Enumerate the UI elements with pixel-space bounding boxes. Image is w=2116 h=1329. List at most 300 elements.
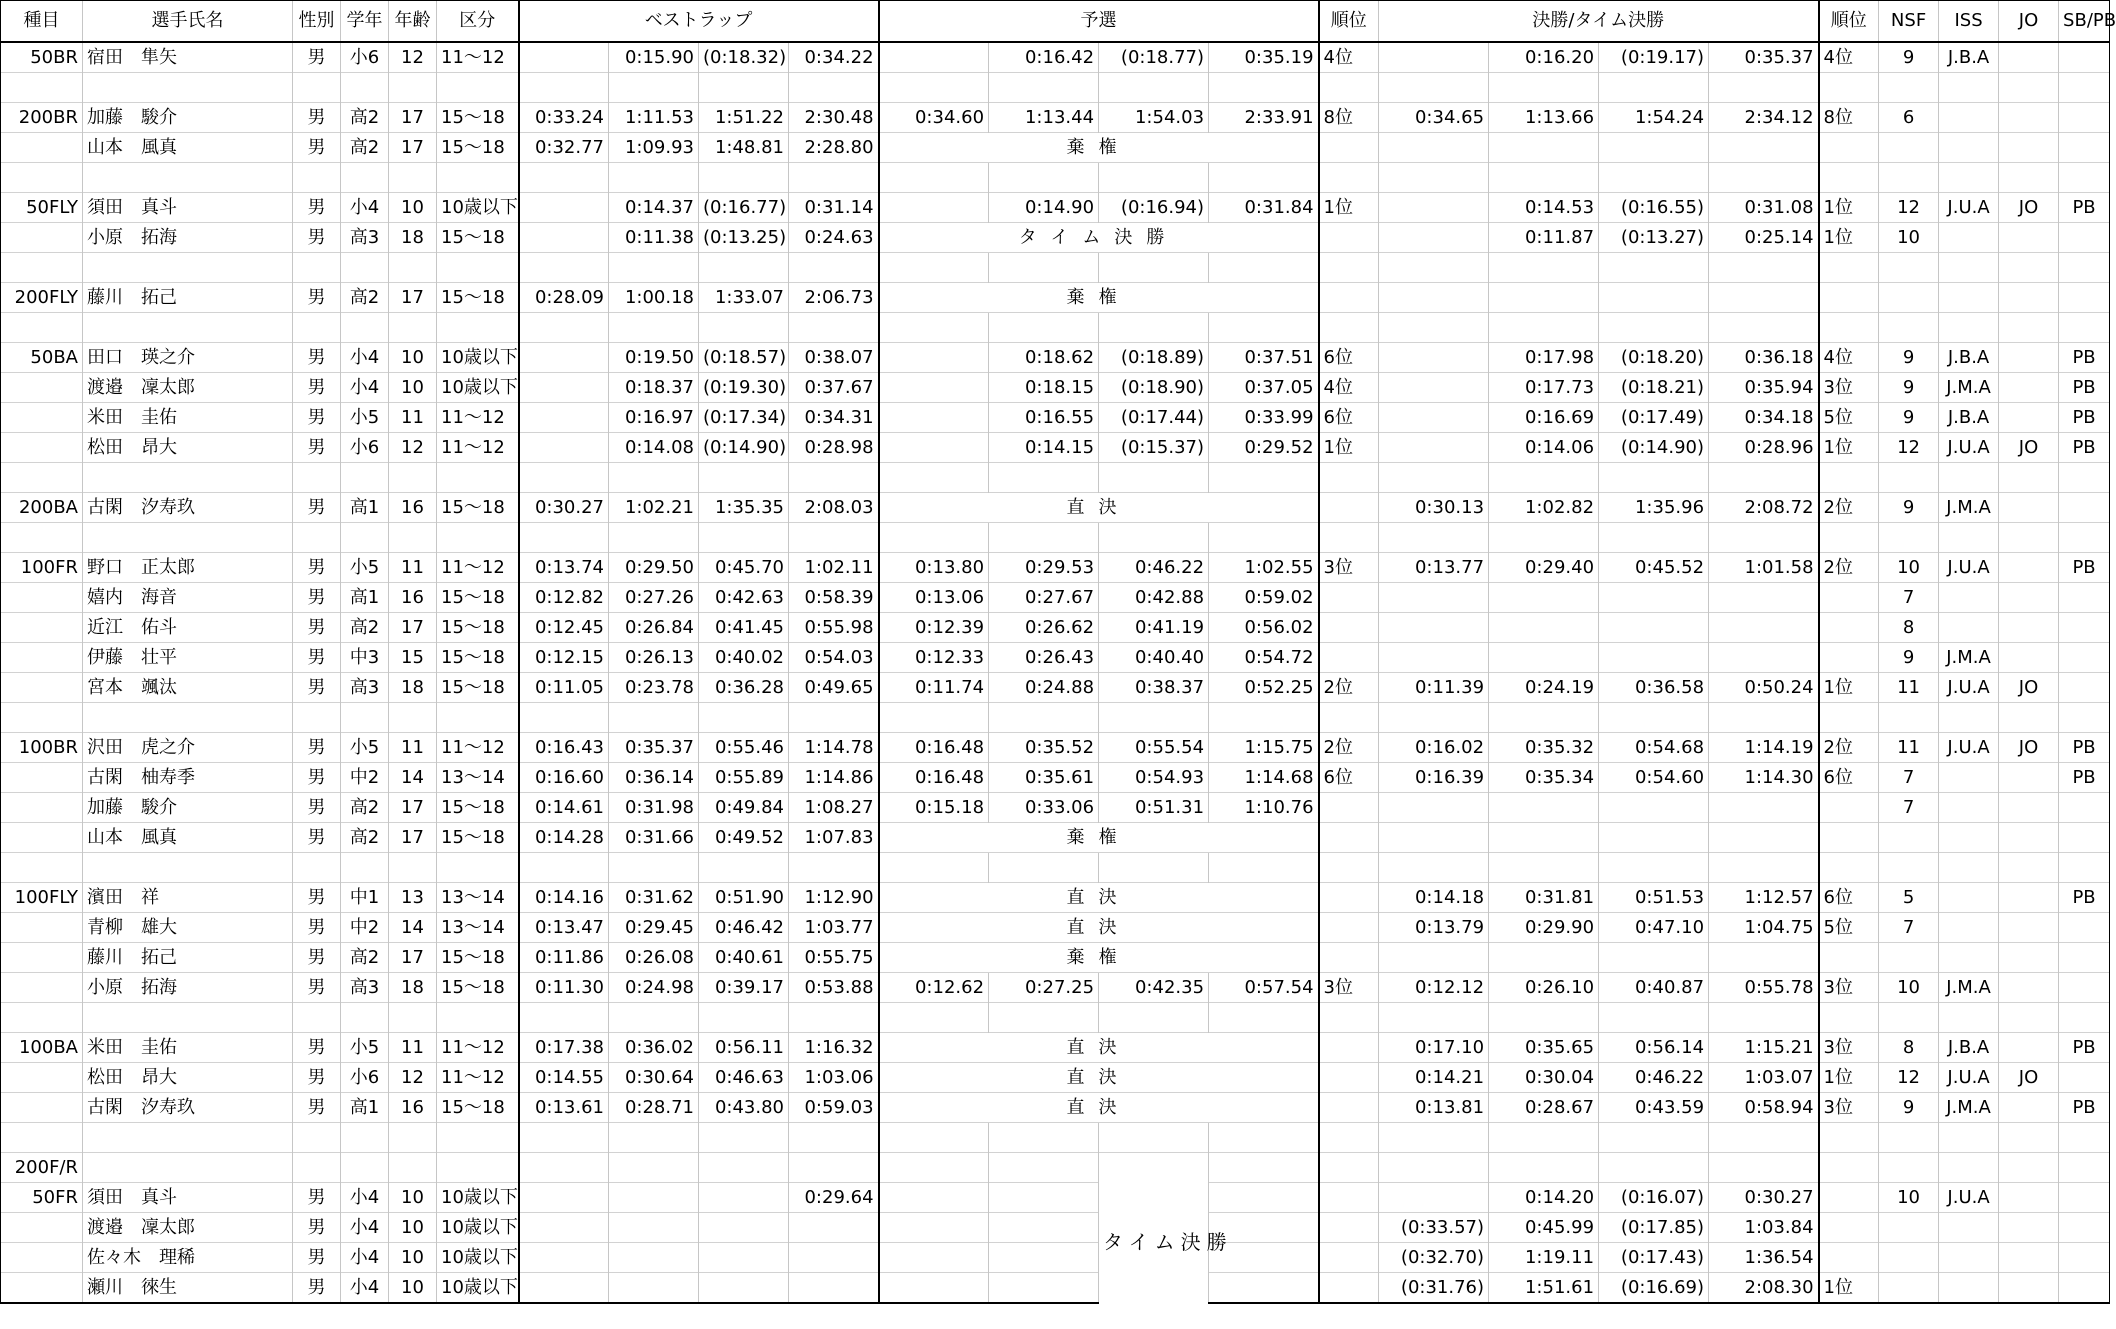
class-cell: 11～12 xyxy=(437,433,519,463)
heat-empty xyxy=(879,1213,989,1243)
best-lap-4: 0:53.88 xyxy=(789,973,879,1003)
heat-empty xyxy=(989,1273,1099,1304)
class-cell: 15～18 xyxy=(437,583,519,613)
best-lap-3: 0:56.11 xyxy=(699,1033,789,1063)
spacer-cell xyxy=(341,463,389,493)
final-lap-4: 1:36.54 xyxy=(1709,1243,1819,1273)
spacer-cell xyxy=(1319,1123,1379,1153)
spacer-cell xyxy=(1709,1003,1819,1033)
sbpb-cell xyxy=(2059,1243,2110,1273)
spacer-cell xyxy=(1,73,83,103)
nsf-cell: 9 xyxy=(1879,643,1939,673)
spacer-cell xyxy=(879,73,989,103)
heat-rank: 8位 xyxy=(1319,103,1379,133)
best-lap-2 xyxy=(609,1183,699,1213)
heat-lap-1: 0:16.48 xyxy=(879,763,989,793)
final-lap-4: 2:08.72 xyxy=(1709,493,1819,523)
sbpb-cell: PB xyxy=(2059,763,2110,793)
spacer-cell xyxy=(1939,703,1999,733)
spacer-cell xyxy=(293,853,341,883)
spacer-cell xyxy=(2059,1123,2110,1153)
event-cell: 200BR xyxy=(1,103,83,133)
final-rank: 3位 xyxy=(1819,1033,1879,1063)
heat-lap-2: 0:16.55 xyxy=(989,403,1099,433)
best-lap-3 xyxy=(699,1213,789,1243)
heat-lap-2: 0:35.61 xyxy=(989,763,1099,793)
sex-cell: 男 xyxy=(293,403,341,433)
best-lap-3: 0:40.61 xyxy=(699,943,789,973)
swimmer-name: 沢田 虎之介 xyxy=(83,733,293,763)
final-rank: 1位 xyxy=(1819,673,1879,703)
spacer-cell xyxy=(83,703,293,733)
best-lap-4: 0:24.63 xyxy=(789,223,879,253)
spacer-cell xyxy=(1879,853,1939,883)
spacer-cell xyxy=(1819,313,1879,343)
spacer-cell xyxy=(1939,523,1999,553)
best-lap-4: 1:07.83 xyxy=(789,823,879,853)
age-cell: 18 xyxy=(389,673,437,703)
final-lap-4: 2:34.12 xyxy=(1709,103,1819,133)
final-lap-1 xyxy=(1379,343,1489,373)
best-lap-3: 0:49.52 xyxy=(699,823,789,853)
spacer-cell xyxy=(609,853,699,883)
class-cell: 11～12 xyxy=(437,553,519,583)
sbpb-cell: PB xyxy=(2059,193,2110,223)
sex-cell: 男 xyxy=(293,1273,341,1304)
heat-rank xyxy=(1319,283,1379,313)
spacer-cell xyxy=(1819,523,1879,553)
nsf-cell: 9 xyxy=(1879,42,1939,73)
spacer-cell xyxy=(519,1153,609,1183)
sex-cell: 男 xyxy=(293,133,341,163)
table-row xyxy=(1,553,2110,583)
heat-lap-4: 0:57.54 xyxy=(1209,973,1319,1003)
sbpb-cell: PB xyxy=(2059,373,2110,403)
age-cell: 14 xyxy=(389,913,437,943)
final-rank: 1位 xyxy=(1819,1063,1879,1093)
final-lap-4: 1:15.21 xyxy=(1709,1033,1819,1063)
spacer-cell xyxy=(789,313,879,343)
jo-cell xyxy=(1999,883,2059,913)
sex-cell: 男 xyxy=(293,1063,341,1093)
best-lap-4: 0:55.75 xyxy=(789,943,879,973)
iss-cell: J.U.A xyxy=(1939,1183,1999,1213)
final-lap-4: 0:28.96 xyxy=(1709,433,1819,463)
spacer-cell xyxy=(1319,163,1379,193)
table-row xyxy=(1,823,2110,853)
grade-cell: 高3 xyxy=(341,223,389,253)
final-lap-2: 0:35.65 xyxy=(1489,1033,1599,1063)
final-lap-1 xyxy=(1379,433,1489,463)
jo-cell xyxy=(1999,493,2059,523)
spacer-cell xyxy=(1489,313,1599,343)
final-rank: 4位 xyxy=(1819,42,1879,73)
spacer-cell xyxy=(789,73,879,103)
heat-lap-1 xyxy=(879,42,989,73)
grade-cell: 中3 xyxy=(341,643,389,673)
spacer-cell xyxy=(1709,523,1819,553)
iss-cell xyxy=(1939,223,1999,253)
spacer-cell xyxy=(699,1153,789,1183)
iss-cell: J.B.A xyxy=(1939,42,1999,73)
spacer-cell xyxy=(1999,1003,2059,1033)
spacer-cell xyxy=(437,1003,519,1033)
iss-cell xyxy=(1939,763,1999,793)
best-lap-4: 1:03.06 xyxy=(789,1063,879,1093)
nsf-cell: 6 xyxy=(1879,103,1939,133)
jo-cell xyxy=(1999,133,2059,163)
heat-rank: 3位 xyxy=(1319,973,1379,1003)
heat-lap-3: 0:55.54 xyxy=(1099,733,1209,763)
heat-lap-3: 0:38.37 xyxy=(1099,673,1209,703)
class-cell: 15～18 xyxy=(437,643,519,673)
heat-status: 棄権 xyxy=(879,133,1319,163)
header-jo: JO xyxy=(1999,1,2059,43)
final-lap-2: 0:14.06 xyxy=(1489,433,1599,463)
heat-lap-4: 1:15.75 xyxy=(1209,733,1319,763)
best-lap-4: 0:58.39 xyxy=(789,583,879,613)
spacer-cell xyxy=(789,523,879,553)
spacer-cell xyxy=(1379,523,1489,553)
iss-cell: J.M.A xyxy=(1939,1093,1999,1123)
final-rank: 3位 xyxy=(1819,973,1879,1003)
spacer-cell xyxy=(989,253,1099,283)
spacer-cell xyxy=(1099,253,1209,283)
heat-lap-4: 1:14.68 xyxy=(1209,763,1319,793)
grade-cell: 高2 xyxy=(341,793,389,823)
spacer-cell xyxy=(789,163,879,193)
spacer-cell xyxy=(609,253,699,283)
spacer-cell xyxy=(1939,1153,1999,1183)
final-lap-2 xyxy=(1489,583,1599,613)
spacer-cell xyxy=(519,73,609,103)
best-lap-3: 0:55.89 xyxy=(699,763,789,793)
final-lap-3: (0:13.27) xyxy=(1599,223,1709,253)
swimmer-name: 伊藤 壮平 xyxy=(83,643,293,673)
final-lap-3: (0:14.90) xyxy=(1599,433,1709,463)
age-cell: 17 xyxy=(389,133,437,163)
spacer-cell xyxy=(789,463,879,493)
sex-cell: 男 xyxy=(293,613,341,643)
nsf-cell: 7 xyxy=(1879,763,1939,793)
jo-cell: JO xyxy=(1999,733,2059,763)
final-rank: 2位 xyxy=(1819,733,1879,763)
sbpb-cell xyxy=(2059,1183,2110,1213)
class-cell: 11～12 xyxy=(437,1033,519,1063)
final-lap-1: 0:16.39 xyxy=(1379,763,1489,793)
grade-cell: 小4 xyxy=(341,1183,389,1213)
best-lap-2: 0:24.98 xyxy=(609,973,699,1003)
spacer-cell xyxy=(789,703,879,733)
final-lap-1 xyxy=(1379,193,1489,223)
table-row xyxy=(1,1183,2110,1213)
sbpb-cell: PB xyxy=(2059,883,2110,913)
heat-status: 棄権 xyxy=(879,823,1319,853)
spacer-cell xyxy=(519,1123,609,1153)
spacer-cell xyxy=(437,253,519,283)
final-lap-1: 0:16.02 xyxy=(1379,733,1489,763)
best-lap-2: 0:29.45 xyxy=(609,913,699,943)
final-lap-3: 1:35.96 xyxy=(1599,493,1709,523)
spacer-cell xyxy=(1599,1003,1709,1033)
sex-cell: 男 xyxy=(293,883,341,913)
spacer-cell xyxy=(1999,523,2059,553)
spacer-cell xyxy=(341,703,389,733)
spacer-cell xyxy=(699,703,789,733)
final-lap-1: (0:31.76) xyxy=(1379,1273,1489,1304)
spacer-cell xyxy=(1819,1003,1879,1033)
final-lap-3 xyxy=(1599,283,1709,313)
heat-empty xyxy=(879,1243,989,1273)
best-lap-1: 0:16.43 xyxy=(519,733,609,763)
final-lap-1 xyxy=(1379,403,1489,433)
spacer-cell xyxy=(879,1153,989,1183)
event-cell: 50BR xyxy=(1,42,83,73)
event-cell xyxy=(1,1243,83,1273)
jo-cell xyxy=(1999,1093,2059,1123)
spacer-cell xyxy=(1599,463,1709,493)
heat-lap-4: 1:02.55 xyxy=(1209,553,1319,583)
jo-cell xyxy=(1999,1183,2059,1213)
spacer-cell xyxy=(879,313,989,343)
final-rank xyxy=(1819,1213,1879,1243)
jo-cell: JO xyxy=(1999,433,2059,463)
final-lap-1 xyxy=(1379,133,1489,163)
jo-cell: JO xyxy=(1999,673,2059,703)
best-lap-2: 0:19.50 xyxy=(609,343,699,373)
final-lap-4 xyxy=(1709,583,1819,613)
table-row xyxy=(1,493,2110,523)
best-lap-3: 1:51.22 xyxy=(699,103,789,133)
best-lap-3: 0:42.63 xyxy=(699,583,789,613)
best-lap-2: 0:15.90 xyxy=(609,42,699,73)
nsf-cell xyxy=(1879,823,1939,853)
header-name: 選手氏名 xyxy=(83,1,293,43)
spacer-cell xyxy=(1379,1123,1489,1153)
spacer-cell xyxy=(1099,1153,1209,1183)
heat-empty xyxy=(989,1183,1099,1213)
sbpb-cell xyxy=(2059,1273,2110,1304)
spacer-cell xyxy=(1879,253,1939,283)
final-lap-3 xyxy=(1599,823,1709,853)
heat-lap-4: 0:31.84 xyxy=(1209,193,1319,223)
best-lap-2: 0:26.08 xyxy=(609,943,699,973)
best-lap-2: 0:35.37 xyxy=(609,733,699,763)
nsf-cell: 5 xyxy=(1879,883,1939,913)
age-cell: 12 xyxy=(389,42,437,73)
class-cell: 10歳以下 xyxy=(437,1243,519,1273)
spacer-cell xyxy=(1209,1153,1319,1183)
spacer-cell xyxy=(1819,1153,1879,1183)
event-cell xyxy=(1,913,83,943)
table-row xyxy=(1,1033,2110,1063)
spacer-cell xyxy=(1999,463,2059,493)
sex-cell: 男 xyxy=(293,193,341,223)
swimmer-name: 須田 真斗 xyxy=(83,1183,293,1213)
spacer-cell xyxy=(1099,163,1209,193)
best-lap-1 xyxy=(519,1183,609,1213)
sbpb-cell xyxy=(2059,1213,2110,1243)
iss-cell xyxy=(1939,613,1999,643)
age-cell: 17 xyxy=(389,103,437,133)
final-lap-1 xyxy=(1379,223,1489,253)
swimmer-name: 加藤 駿介 xyxy=(83,103,293,133)
spacer-cell xyxy=(1879,463,1939,493)
heat-status: 直決 xyxy=(879,913,1319,943)
heat-status: 直決 xyxy=(879,493,1319,523)
spacer-cell xyxy=(83,313,293,343)
spacer-cell xyxy=(1709,313,1819,343)
final-lap-3: (0:17.49) xyxy=(1599,403,1709,433)
event-cell xyxy=(1,223,83,253)
table-row xyxy=(1,1063,2110,1093)
swimmer-name: 加藤 駿介 xyxy=(83,793,293,823)
spacer-cell xyxy=(699,253,789,283)
spacer-cell xyxy=(519,1003,609,1033)
event-cell: 50FLY xyxy=(1,193,83,223)
swimmer-name: 藤川 拓己 xyxy=(83,283,293,313)
table-row xyxy=(1,433,2110,463)
spacer-cell xyxy=(341,313,389,343)
heat-rank xyxy=(1319,823,1379,853)
iss-cell: J.B.A xyxy=(1939,1033,1999,1063)
grade-cell: 高1 xyxy=(341,493,389,523)
jo-cell xyxy=(1999,343,2059,373)
best-lap-1 xyxy=(519,1273,609,1304)
heat-lap-1 xyxy=(879,403,989,433)
age-cell: 10 xyxy=(389,1183,437,1213)
spacer-cell xyxy=(341,73,389,103)
final-lap-4: 0:30.27 xyxy=(1709,1183,1819,1213)
sbpb-cell xyxy=(2059,583,2110,613)
swimmer-name: 渡邉 凜太郎 xyxy=(83,1213,293,1243)
final-lap-4: 0:36.18 xyxy=(1709,343,1819,373)
nsf-cell: 8 xyxy=(1879,613,1939,643)
header-sex: 性別 xyxy=(293,1,341,43)
sbpb-cell xyxy=(2059,913,2110,943)
iss-cell xyxy=(1939,823,1999,853)
class-cell: 10歳以下 xyxy=(437,373,519,403)
spacer-cell xyxy=(879,523,989,553)
final-lap-3 xyxy=(1599,643,1709,673)
swimmer-name: 瀬川 徠生 xyxy=(83,1273,293,1304)
final-lap-2: 1:13.66 xyxy=(1489,103,1599,133)
final-lap-4: 0:35.94 xyxy=(1709,373,1819,403)
spacer-cell xyxy=(1709,163,1819,193)
sex-cell: 男 xyxy=(293,733,341,763)
final-lap-4: 0:34.18 xyxy=(1709,403,1819,433)
sex-cell: 男 xyxy=(293,583,341,613)
spacer-cell xyxy=(1599,73,1709,103)
heat-lap-1 xyxy=(879,373,989,403)
event-cell: 100BA xyxy=(1,1033,83,1063)
sbpb-cell: PB xyxy=(2059,343,2110,373)
table-row xyxy=(1,673,2110,703)
spacer-cell xyxy=(1939,163,1999,193)
iss-cell: J.U.A xyxy=(1939,553,1999,583)
final-lap-1 xyxy=(1379,613,1489,643)
final-lap-1 xyxy=(1379,283,1489,313)
nsf-cell: 10 xyxy=(1879,223,1939,253)
table-row xyxy=(1,133,2110,163)
jo-cell xyxy=(1999,613,2059,643)
spacer-cell xyxy=(1599,523,1709,553)
heat-lap-4: 0:29.52 xyxy=(1209,433,1319,463)
swimmer-name: 嬉内 海音 xyxy=(83,583,293,613)
heat-rank: 3位 xyxy=(1319,553,1379,583)
spacer-cell xyxy=(1709,1123,1819,1153)
age-cell: 15 xyxy=(389,643,437,673)
spacer-cell xyxy=(1939,463,1999,493)
spacer-cell xyxy=(341,253,389,283)
iss-cell: J.M.A xyxy=(1939,493,1999,523)
sex-cell: 男 xyxy=(293,553,341,583)
jo-cell xyxy=(1999,643,2059,673)
best-lap-4: 1:08.27 xyxy=(789,793,879,823)
jo-cell xyxy=(1999,1243,2059,1273)
age-cell: 10 xyxy=(389,373,437,403)
swimmer-name: 濱田 祥 xyxy=(83,883,293,913)
final-rank: 1位 xyxy=(1819,433,1879,463)
event-cell xyxy=(1,433,83,463)
sbpb-cell xyxy=(2059,103,2110,133)
best-lap-4: 0:49.65 xyxy=(789,673,879,703)
best-lap-3 xyxy=(699,1243,789,1273)
final-lap-4: 0:50.24 xyxy=(1709,673,1819,703)
grade-cell: 高2 xyxy=(341,823,389,853)
final-lap-1 xyxy=(1379,823,1489,853)
best-lap-2: 0:16.97 xyxy=(609,403,699,433)
swimmer-name: 古閑 柚寿季 xyxy=(83,763,293,793)
grade-cell: 高2 xyxy=(341,103,389,133)
nsf-cell: 10 xyxy=(1879,553,1939,583)
spacer-cell xyxy=(83,1123,293,1153)
spacer-cell xyxy=(1489,163,1599,193)
best-lap-4: 0:31.14 xyxy=(789,193,879,223)
heat-rank xyxy=(1319,1183,1379,1213)
final-lap-4: 0:25.14 xyxy=(1709,223,1819,253)
heat-rank xyxy=(1319,1213,1379,1243)
spacer-cell xyxy=(389,163,437,193)
sex-cell: 男 xyxy=(293,373,341,403)
final-lap-3: 0:46.22 xyxy=(1599,1063,1709,1093)
grade-cell: 小4 xyxy=(341,193,389,223)
best-lap-2 xyxy=(609,1213,699,1243)
final-lap-4 xyxy=(1709,943,1819,973)
spacer-cell xyxy=(1379,853,1489,883)
event-cell xyxy=(1,673,83,703)
spacer-cell xyxy=(83,1153,293,1183)
event-cell xyxy=(1,1063,83,1093)
event-cell xyxy=(1,613,83,643)
final-lap-2: 0:28.67 xyxy=(1489,1093,1599,1123)
iss-cell: J.U.A xyxy=(1939,1063,1999,1093)
swimmer-name: 古閑 汐寿玖 xyxy=(83,1093,293,1123)
heat-lap-1: 0:13.06 xyxy=(879,583,989,613)
grade-cell: 中1 xyxy=(341,883,389,913)
heat-lap-3: (0:17.44) xyxy=(1099,403,1209,433)
final-lap-3: (0:17.43) xyxy=(1599,1243,1709,1273)
spacer-cell xyxy=(699,163,789,193)
spacer-cell xyxy=(1999,1123,2059,1153)
nsf-cell xyxy=(1879,283,1939,313)
best-lap-3: (0:19.30) xyxy=(699,373,789,403)
age-cell: 10 xyxy=(389,1213,437,1243)
spacer-cell xyxy=(83,463,293,493)
best-lap-3: 1:33.07 xyxy=(699,283,789,313)
spacer-cell xyxy=(1,253,83,283)
spacer-cell xyxy=(1999,73,2059,103)
